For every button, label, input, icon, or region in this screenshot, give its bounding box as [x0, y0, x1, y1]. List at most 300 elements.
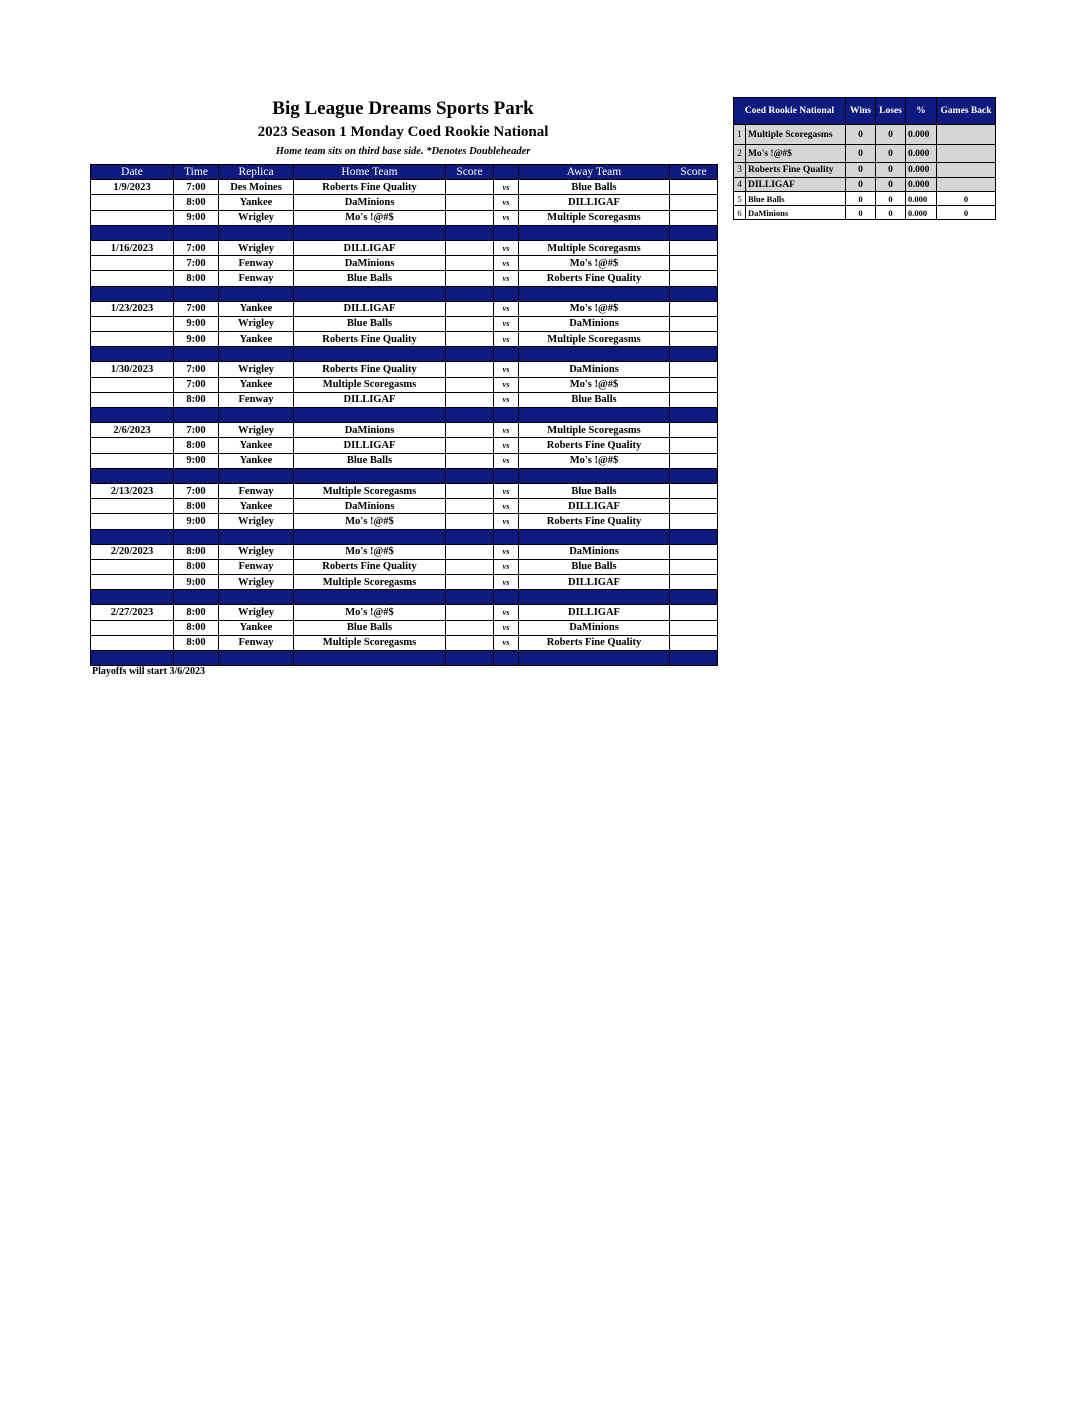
- away-team: Blue Balls: [519, 559, 670, 574]
- standings-wins: 0: [846, 145, 876, 163]
- home-team: Multiple Scoregasms: [294, 635, 446, 650]
- home-score: [446, 620, 494, 635]
- standings-loses: 0: [876, 145, 906, 163]
- separator-cell: [519, 408, 670, 423]
- standings-team: Multiple Scoregasms: [746, 125, 846, 145]
- home-score: [446, 316, 494, 331]
- standings-games-back-header: Games Back: [937, 98, 996, 125]
- game-row: [91, 514, 718, 529]
- separator-cell: [219, 347, 294, 362]
- vs-label: vs: [494, 499, 519, 514]
- game-row: [91, 620, 718, 635]
- separator-cell: [91, 408, 174, 423]
- separator-cell: [670, 468, 718, 483]
- separator-cell: [494, 529, 519, 544]
- game-replica: Fenway: [219, 635, 294, 650]
- separator-cell: [91, 286, 174, 301]
- game-time: 8:00: [174, 438, 219, 453]
- standings-games-back: 0: [937, 206, 996, 220]
- separator-cell: [446, 347, 494, 362]
- game-row: [91, 559, 718, 574]
- away-score: [670, 635, 718, 650]
- game-row: [91, 256, 718, 271]
- col-home-team-header: Home Team: [294, 165, 446, 180]
- schedule-table: [90, 164, 718, 666]
- vs-label: vs: [494, 377, 519, 392]
- home-score: [446, 256, 494, 271]
- vs-label: vs: [494, 332, 519, 347]
- game-replica: Yankee: [219, 453, 294, 468]
- away-score: [670, 301, 718, 316]
- home-team: DILLIGAF: [294, 392, 446, 407]
- game-date: 2/20/2023: [91, 544, 174, 559]
- game-time: 8:00: [174, 271, 219, 286]
- standings-pct: 0.000: [906, 206, 937, 220]
- separator-cell: [670, 225, 718, 240]
- away-score: [670, 256, 718, 271]
- away-score: [670, 316, 718, 331]
- game-time: 7:00: [174, 180, 219, 195]
- away-team: DILLIGAF: [519, 605, 670, 620]
- separator-cell: [91, 529, 174, 544]
- game-date: 1/16/2023: [91, 240, 174, 255]
- home-score: [446, 635, 494, 650]
- separator-cell: [446, 286, 494, 301]
- home-score: [446, 499, 494, 514]
- game-date: 1/9/2023: [91, 180, 174, 195]
- game-date: [91, 316, 174, 331]
- separator-cell: [174, 468, 219, 483]
- game-row: [91, 483, 718, 498]
- game-row: [91, 423, 718, 438]
- home-team: DaMinions: [294, 256, 446, 271]
- week-separator-row: [91, 347, 718, 362]
- game-replica: Yankee: [219, 332, 294, 347]
- standings-row: [734, 192, 996, 206]
- away-score: [670, 605, 718, 620]
- game-replica: Yankee: [219, 377, 294, 392]
- game-replica: Fenway: [219, 392, 294, 407]
- standings-loses: 0: [876, 206, 906, 220]
- away-score: [670, 575, 718, 590]
- separator-cell: [494, 286, 519, 301]
- game-date: [91, 392, 174, 407]
- game-date: [91, 438, 174, 453]
- game-replica: Yankee: [219, 438, 294, 453]
- game-time: 7:00: [174, 377, 219, 392]
- game-row: [91, 316, 718, 331]
- vs-label: vs: [494, 559, 519, 574]
- game-replica: Wrigley: [219, 423, 294, 438]
- game-time: 9:00: [174, 575, 219, 590]
- game-row: [91, 301, 718, 316]
- separator-cell: [294, 408, 446, 423]
- separator-cell: [174, 408, 219, 423]
- standings-pct: 0.000: [906, 145, 937, 163]
- away-score: [670, 483, 718, 498]
- game-time: 8:00: [174, 544, 219, 559]
- home-team: Mo's !@#$: [294, 210, 446, 225]
- separator-cell: [294, 347, 446, 362]
- away-team: Roberts Fine Quality: [519, 635, 670, 650]
- separator-cell: [219, 225, 294, 240]
- home-score: [446, 453, 494, 468]
- away-team: Multiple Scoregasms: [519, 332, 670, 347]
- playoffs-note: Playoffs will start 3/6/2023: [92, 666, 206, 677]
- game-time: 7:00: [174, 240, 219, 255]
- separator-cell: [219, 408, 294, 423]
- vs-label: vs: [494, 240, 519, 255]
- away-team: Mo's !@#$: [519, 377, 670, 392]
- standings-wins: 0: [846, 206, 876, 220]
- standings-games-back: [937, 163, 996, 178]
- away-team: Mo's !@#$: [519, 256, 670, 271]
- separator-cell: [91, 225, 174, 240]
- separator-cell: [174, 529, 219, 544]
- game-replica: Wrigley: [219, 362, 294, 377]
- separator-cell: [670, 590, 718, 605]
- home-team: Roberts Fine Quality: [294, 332, 446, 347]
- standings-team: DILLIGAF: [746, 178, 846, 192]
- standings-games-back: [937, 125, 996, 145]
- game-replica: Yankee: [219, 301, 294, 316]
- home-score: [446, 180, 494, 195]
- game-replica: Wrigley: [219, 316, 294, 331]
- vs-label: vs: [494, 180, 519, 195]
- separator-cell: [519, 286, 670, 301]
- home-team: DaMinions: [294, 499, 446, 514]
- separator-cell: [294, 225, 446, 240]
- separator-cell: [91, 590, 174, 605]
- separator-cell: [519, 347, 670, 362]
- separator-cell: [494, 347, 519, 362]
- standings-wins: 0: [846, 125, 876, 145]
- separator-cell: [91, 347, 174, 362]
- separator-cell: [670, 651, 718, 666]
- standings-row: [734, 125, 996, 145]
- away-score: [670, 620, 718, 635]
- separator-cell: [519, 468, 670, 483]
- game-time: 7:00: [174, 362, 219, 377]
- game-replica: Fenway: [219, 271, 294, 286]
- standings-rank: 3: [734, 163, 746, 178]
- col-home-score-header: Score: [446, 165, 494, 180]
- home-score: [446, 332, 494, 347]
- page-title: Big League Dreams Sports Park: [272, 98, 534, 119]
- standings-loses-header: Loses: [876, 98, 906, 125]
- game-row: [91, 240, 718, 255]
- col-away-team-header: Away Team: [519, 165, 670, 180]
- home-team: DILLIGAF: [294, 438, 446, 453]
- away-score: [670, 453, 718, 468]
- vs-label: vs: [494, 620, 519, 635]
- vs-label: vs: [494, 635, 519, 650]
- separator-cell: [219, 468, 294, 483]
- standings-wins: 0: [846, 163, 876, 178]
- game-replica: Yankee: [219, 620, 294, 635]
- away-team: Roberts Fine Quality: [519, 438, 670, 453]
- away-team: Multiple Scoregasms: [519, 210, 670, 225]
- home-team: DaMinions: [294, 423, 446, 438]
- game-date: 1/23/2023: [91, 301, 174, 316]
- home-team: Roberts Fine Quality: [294, 559, 446, 574]
- game-time: 8:00: [174, 605, 219, 620]
- separator-cell: [446, 651, 494, 666]
- game-date: [91, 575, 174, 590]
- standings-team: Mo's !@#$: [746, 145, 846, 163]
- standings-team: Roberts Fine Quality: [746, 163, 846, 178]
- away-score: [670, 423, 718, 438]
- separator-cell: [519, 651, 670, 666]
- home-team: Mo's !@#$: [294, 605, 446, 620]
- game-date: [91, 210, 174, 225]
- game-row: [91, 544, 718, 559]
- separator-cell: [446, 468, 494, 483]
- game-date: [91, 271, 174, 286]
- game-row: [91, 377, 718, 392]
- away-team: DaMinions: [519, 362, 670, 377]
- game-time: 8:00: [174, 620, 219, 635]
- away-team: Blue Balls: [519, 392, 670, 407]
- away-team: DaMinions: [519, 316, 670, 331]
- standings-pct: 0.000: [906, 125, 937, 145]
- separator-cell: [294, 468, 446, 483]
- game-time: 8:00: [174, 635, 219, 650]
- separator-cell: [494, 225, 519, 240]
- vs-label: vs: [494, 423, 519, 438]
- game-replica: Wrigley: [219, 210, 294, 225]
- away-team: DaMinions: [519, 544, 670, 559]
- vs-label: vs: [494, 316, 519, 331]
- away-team: Mo's !@#$: [519, 453, 670, 468]
- separator-cell: [494, 408, 519, 423]
- game-replica: Yankee: [219, 195, 294, 210]
- standings-rank: 5: [734, 192, 746, 206]
- game-time: 8:00: [174, 392, 219, 407]
- standings-pct: 0.000: [906, 192, 937, 206]
- schedule-body: [91, 180, 718, 666]
- separator-cell: [174, 225, 219, 240]
- separator-cell: [670, 286, 718, 301]
- game-time: 8:00: [174, 499, 219, 514]
- standings-header-row: [734, 98, 996, 125]
- vs-label: vs: [494, 392, 519, 407]
- separator-cell: [519, 529, 670, 544]
- vs-label: vs: [494, 605, 519, 620]
- home-team: Multiple Scoregasms: [294, 377, 446, 392]
- game-row: [91, 195, 718, 210]
- standings-loses: 0: [876, 178, 906, 192]
- separator-cell: [91, 651, 174, 666]
- away-score: [670, 271, 718, 286]
- col-vs-header: [494, 165, 519, 180]
- vs-label: vs: [494, 362, 519, 377]
- home-score: [446, 514, 494, 529]
- away-team: Roberts Fine Quality: [519, 271, 670, 286]
- game-date: [91, 559, 174, 574]
- away-score: [670, 559, 718, 574]
- schedule-header-row: [91, 165, 718, 180]
- home-team: Blue Balls: [294, 620, 446, 635]
- away-score: [670, 180, 718, 195]
- separator-cell: [174, 651, 219, 666]
- week-separator-row: [91, 225, 718, 240]
- home-score: [446, 362, 494, 377]
- game-replica: Wrigley: [219, 240, 294, 255]
- vs-label: vs: [494, 544, 519, 559]
- away-score: [670, 499, 718, 514]
- standings-pct: 0.000: [906, 178, 937, 192]
- away-score: [670, 544, 718, 559]
- game-replica: Yankee: [219, 499, 294, 514]
- game-time: 7:00: [174, 483, 219, 498]
- away-team: DILLIGAF: [519, 195, 670, 210]
- game-time: 9:00: [174, 316, 219, 331]
- away-score: [670, 210, 718, 225]
- separator-cell: [670, 529, 718, 544]
- game-date: [91, 377, 174, 392]
- standings-wins-header: Wins: [846, 98, 876, 125]
- home-team: Roberts Fine Quality: [294, 362, 446, 377]
- col-date-header: Date: [91, 165, 174, 180]
- game-date: [91, 332, 174, 347]
- col-away-score-header: Score: [670, 165, 718, 180]
- col-replica-header: Replica: [219, 165, 294, 180]
- game-time: 9:00: [174, 332, 219, 347]
- standings-pct-header: %: [906, 98, 937, 125]
- standings-table: [733, 97, 996, 220]
- game-row: [91, 438, 718, 453]
- standings-wins: 0: [846, 192, 876, 206]
- week-separator-row: [91, 408, 718, 423]
- week-separator-row: [91, 590, 718, 605]
- game-replica: Fenway: [219, 559, 294, 574]
- game-replica: Wrigley: [219, 605, 294, 620]
- home-score: [446, 377, 494, 392]
- home-team: Blue Balls: [294, 316, 446, 331]
- away-team: Blue Balls: [519, 483, 670, 498]
- separator-cell: [446, 590, 494, 605]
- home-score: [446, 392, 494, 407]
- game-replica: Fenway: [219, 256, 294, 271]
- game-replica: Wrigley: [219, 575, 294, 590]
- home-team: DILLIGAF: [294, 240, 446, 255]
- home-score: [446, 423, 494, 438]
- standings-loses: 0: [876, 163, 906, 178]
- standings-games-back: [937, 145, 996, 163]
- standings-division-header: Coed Rookie National: [734, 98, 846, 125]
- game-date: [91, 256, 174, 271]
- separator-cell: [670, 347, 718, 362]
- game-replica: Wrigley: [219, 544, 294, 559]
- home-score: [446, 575, 494, 590]
- away-team: DILLIGAF: [519, 575, 670, 590]
- away-score: [670, 332, 718, 347]
- game-time: 7:00: [174, 423, 219, 438]
- col-time-header: Time: [174, 165, 219, 180]
- standings-loses: 0: [876, 192, 906, 206]
- separator-cell: [446, 529, 494, 544]
- standings-pct: 0.000: [906, 163, 937, 178]
- standings-rank: 6: [734, 206, 746, 220]
- home-score: [446, 195, 494, 210]
- game-row: [91, 499, 718, 514]
- game-date: [91, 635, 174, 650]
- vs-label: vs: [494, 514, 519, 529]
- away-team: Roberts Fine Quality: [519, 514, 670, 529]
- home-score: [446, 544, 494, 559]
- game-time: 7:00: [174, 301, 219, 316]
- home-team: DaMinions: [294, 195, 446, 210]
- standings-row: [734, 145, 996, 163]
- game-row: [91, 575, 718, 590]
- standings-rank: 4: [734, 178, 746, 192]
- game-date: 2/27/2023: [91, 605, 174, 620]
- game-date: [91, 620, 174, 635]
- home-team: Roberts Fine Quality: [294, 180, 446, 195]
- separator-cell: [519, 590, 670, 605]
- week-separator-row: [91, 286, 718, 301]
- vs-label: vs: [494, 575, 519, 590]
- standings-games-back: [937, 178, 996, 192]
- home-team: Mo's !@#$: [294, 514, 446, 529]
- vs-label: vs: [494, 438, 519, 453]
- vs-label: vs: [494, 301, 519, 316]
- away-score: [670, 195, 718, 210]
- separator-cell: [494, 468, 519, 483]
- home-score: [446, 605, 494, 620]
- game-time: 7:00: [174, 256, 219, 271]
- away-score: [670, 438, 718, 453]
- game-replica: Fenway: [219, 483, 294, 498]
- away-score: [670, 514, 718, 529]
- game-row: [91, 180, 718, 195]
- home-team: Mo's !@#$: [294, 544, 446, 559]
- home-team: Blue Balls: [294, 271, 446, 286]
- home-team: Blue Balls: [294, 453, 446, 468]
- game-time: 8:00: [174, 559, 219, 574]
- game-row: [91, 453, 718, 468]
- away-team: Multiple Scoregasms: [519, 240, 670, 255]
- separator-cell: [494, 590, 519, 605]
- page-subtitle: 2023 Season 1 Monday Coed Rookie National: [257, 124, 549, 140]
- game-replica: Wrigley: [219, 514, 294, 529]
- standings-row: [734, 206, 996, 220]
- away-score: [670, 240, 718, 255]
- home-team: Multiple Scoregasms: [294, 483, 446, 498]
- game-row: [91, 362, 718, 377]
- home-score: [446, 301, 494, 316]
- vs-label: vs: [494, 210, 519, 225]
- separator-cell: [219, 590, 294, 605]
- away-team: DaMinions: [519, 620, 670, 635]
- game-row: [91, 605, 718, 620]
- separator-cell: [294, 590, 446, 605]
- separator-cell: [219, 529, 294, 544]
- game-date: [91, 514, 174, 529]
- vs-label: vs: [494, 453, 519, 468]
- game-time: 9:00: [174, 514, 219, 529]
- home-team: DILLIGAF: [294, 301, 446, 316]
- game-row: [91, 635, 718, 650]
- home-score: [446, 559, 494, 574]
- separator-cell: [174, 286, 219, 301]
- away-team: Multiple Scoregasms: [519, 423, 670, 438]
- standings-team: DaMinions: [746, 206, 846, 220]
- away-team: Mo's !@#$: [519, 301, 670, 316]
- away-score: [670, 377, 718, 392]
- game-date: 1/30/2023: [91, 362, 174, 377]
